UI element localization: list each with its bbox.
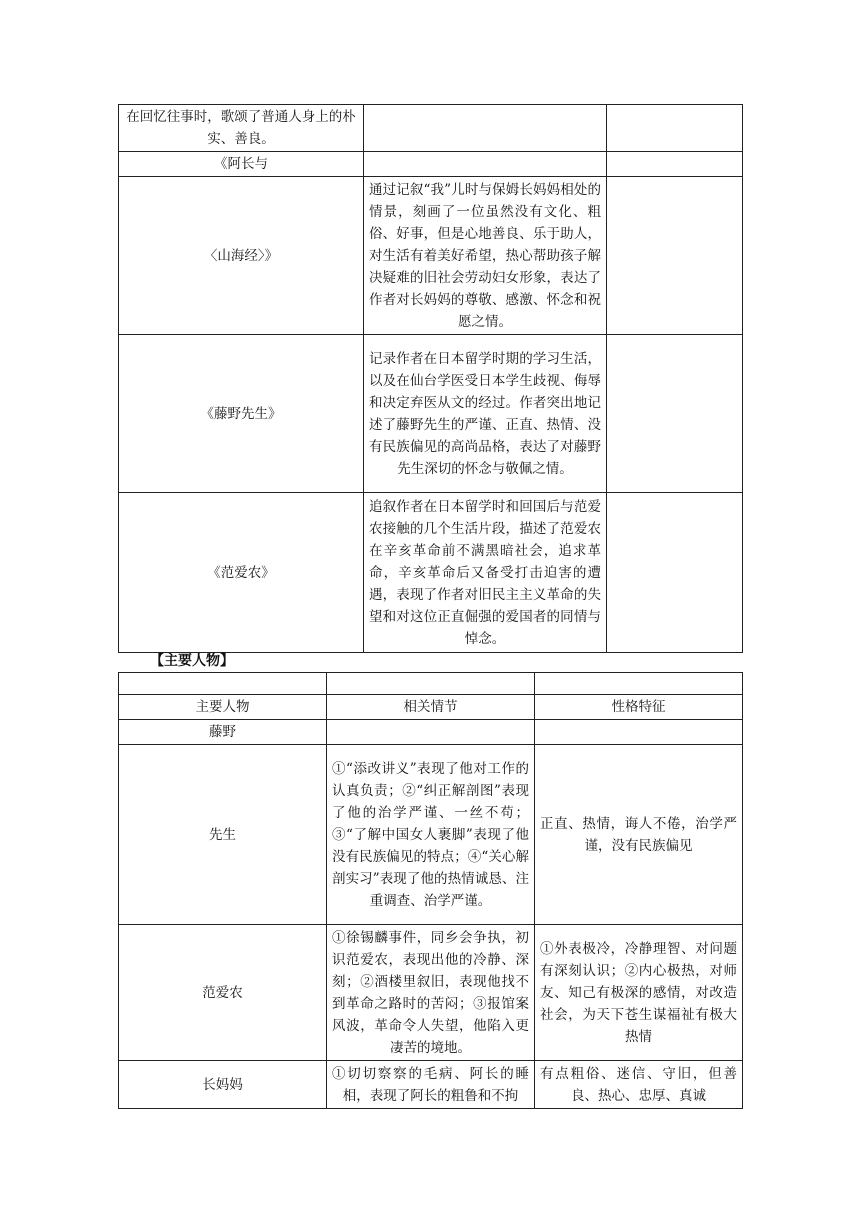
- character-trait-cell: [535, 720, 743, 745]
- header-row: [119, 695, 743, 720]
- table-row: [119, 720, 743, 745]
- table-row: [119, 105, 743, 152]
- section-heading: 【主要人物】: [150, 653, 234, 669]
- work-content-cell: [364, 105, 607, 152]
- work-extra-cell: [607, 105, 743, 152]
- header-name: 主要人物: [119, 695, 327, 720]
- work-extra-cell: [607, 177, 743, 335]
- character-plot-cell: ①徐锡麟事件，同乡会争执，初识范爱农，表现出他的冷静、深刻；②酒楼里叙旧，表现他找不到革命之路时的苦闷；③报馆案风波，革命令人失望，他陷入更凄苦的境地。: [327, 925, 535, 1061]
- work-content-cell: [364, 152, 607, 177]
- table-row: [119, 335, 743, 493]
- table-row: [119, 1061, 743, 1109]
- character-trait-cell: 正直、热情，诲人不倦，治学严谨，没有民族偏见: [535, 745, 743, 925]
- character-plot-cell: ①“添改讲义”表现了他对工作的认真负责；②“纠正解剖图”表现了他的治学严谨、一丝不苟；③“了解中国女人裹脚”表现了他没有民族偏见的特点；④“关心解剖实习”表现了他的热情诚恳、注重调查、治学严谨。: [327, 745, 535, 925]
- empty-cell: [119, 673, 327, 695]
- table-row: [119, 177, 743, 335]
- character-trait-cell: ①外表极冷，冷静理智、对问题有深刻认识；②内心极热，对师友、知己有极深的感情，对改造社会，为天下苍生谋福祉有极大热情: [535, 925, 743, 1061]
- character-name-cell: 先生: [119, 745, 327, 925]
- table-row: [119, 745, 743, 925]
- character-plot-cell: [327, 720, 535, 745]
- work-content-cell: 记录作者在日本留学时期的学习生活，以及在仙台学医受日本学生歧视、侮辱和决定弃医从文的经过。作者突出地记述了藤野先生的严谨、正直、热情、没有民族偏见的高尚品格，表达了对藤野先生深切的怀念与敬佩之情。: [364, 335, 607, 493]
- empty-cell: [327, 673, 535, 695]
- table-row: [119, 673, 743, 695]
- work-extra-cell: [607, 335, 743, 493]
- work-title-cell: 《藤野先生》: [119, 335, 364, 493]
- table-row: [119, 925, 743, 1061]
- work-content-cell: 通过记叙“我”儿时与保姆长妈妈相处的情景，刻画了一位虽然没有文化、粗俗、好事，但是心地善良、乐于助人，对生活有着美好希望，热心帮助孩子解决疑难的旧社会劳动妇女形象，表达了作者对长妈妈的尊敬、感激、怀念和祝愿之情。: [364, 177, 607, 335]
- work-title-cell: 《阿长与: [119, 152, 364, 177]
- character-name-cell: 藤野: [119, 720, 327, 745]
- characters-table: [118, 672, 743, 1109]
- character-name-cell: 长妈妈: [119, 1061, 327, 1109]
- table-row: [119, 493, 743, 653]
- work-title-cell: 〈山海经〉》: [119, 177, 364, 335]
- works-table: [118, 104, 743, 653]
- work-title-cell: 《范爱农》: [119, 493, 364, 653]
- character-trait-cell: 有点粗俗、迷信、守旧，但善良、热心、忠厚、真诚: [535, 1061, 743, 1109]
- empty-cell: [535, 673, 743, 695]
- header-plot: 相关情节: [327, 695, 535, 720]
- header-trait: 性格特征: [535, 695, 743, 720]
- character-name-cell: 范爱农: [119, 925, 327, 1061]
- work-content-cell: 追叙作者在日本留学时和回国后与范爱农接触的几个生活片段，描述了范爱农在辛亥革命前不满黑暗社会，追求革命，辛亥革命后又备受打击迫害的遭遇，表现了作者对旧民主主义革命的失望和对这位正直倔强的爱国者的同情与悼念。: [364, 493, 607, 653]
- character-plot-cell: ①切切察察的毛病、阿长的睡相，表现了阿长的粗鲁和不拘: [327, 1061, 535, 1109]
- work-summary-cell: 在回忆往事时，歌颂了普通人身上的朴实、善良。: [119, 105, 364, 152]
- table-row: [119, 152, 743, 177]
- work-extra-cell: [607, 493, 743, 653]
- work-extra-cell: [607, 152, 743, 177]
